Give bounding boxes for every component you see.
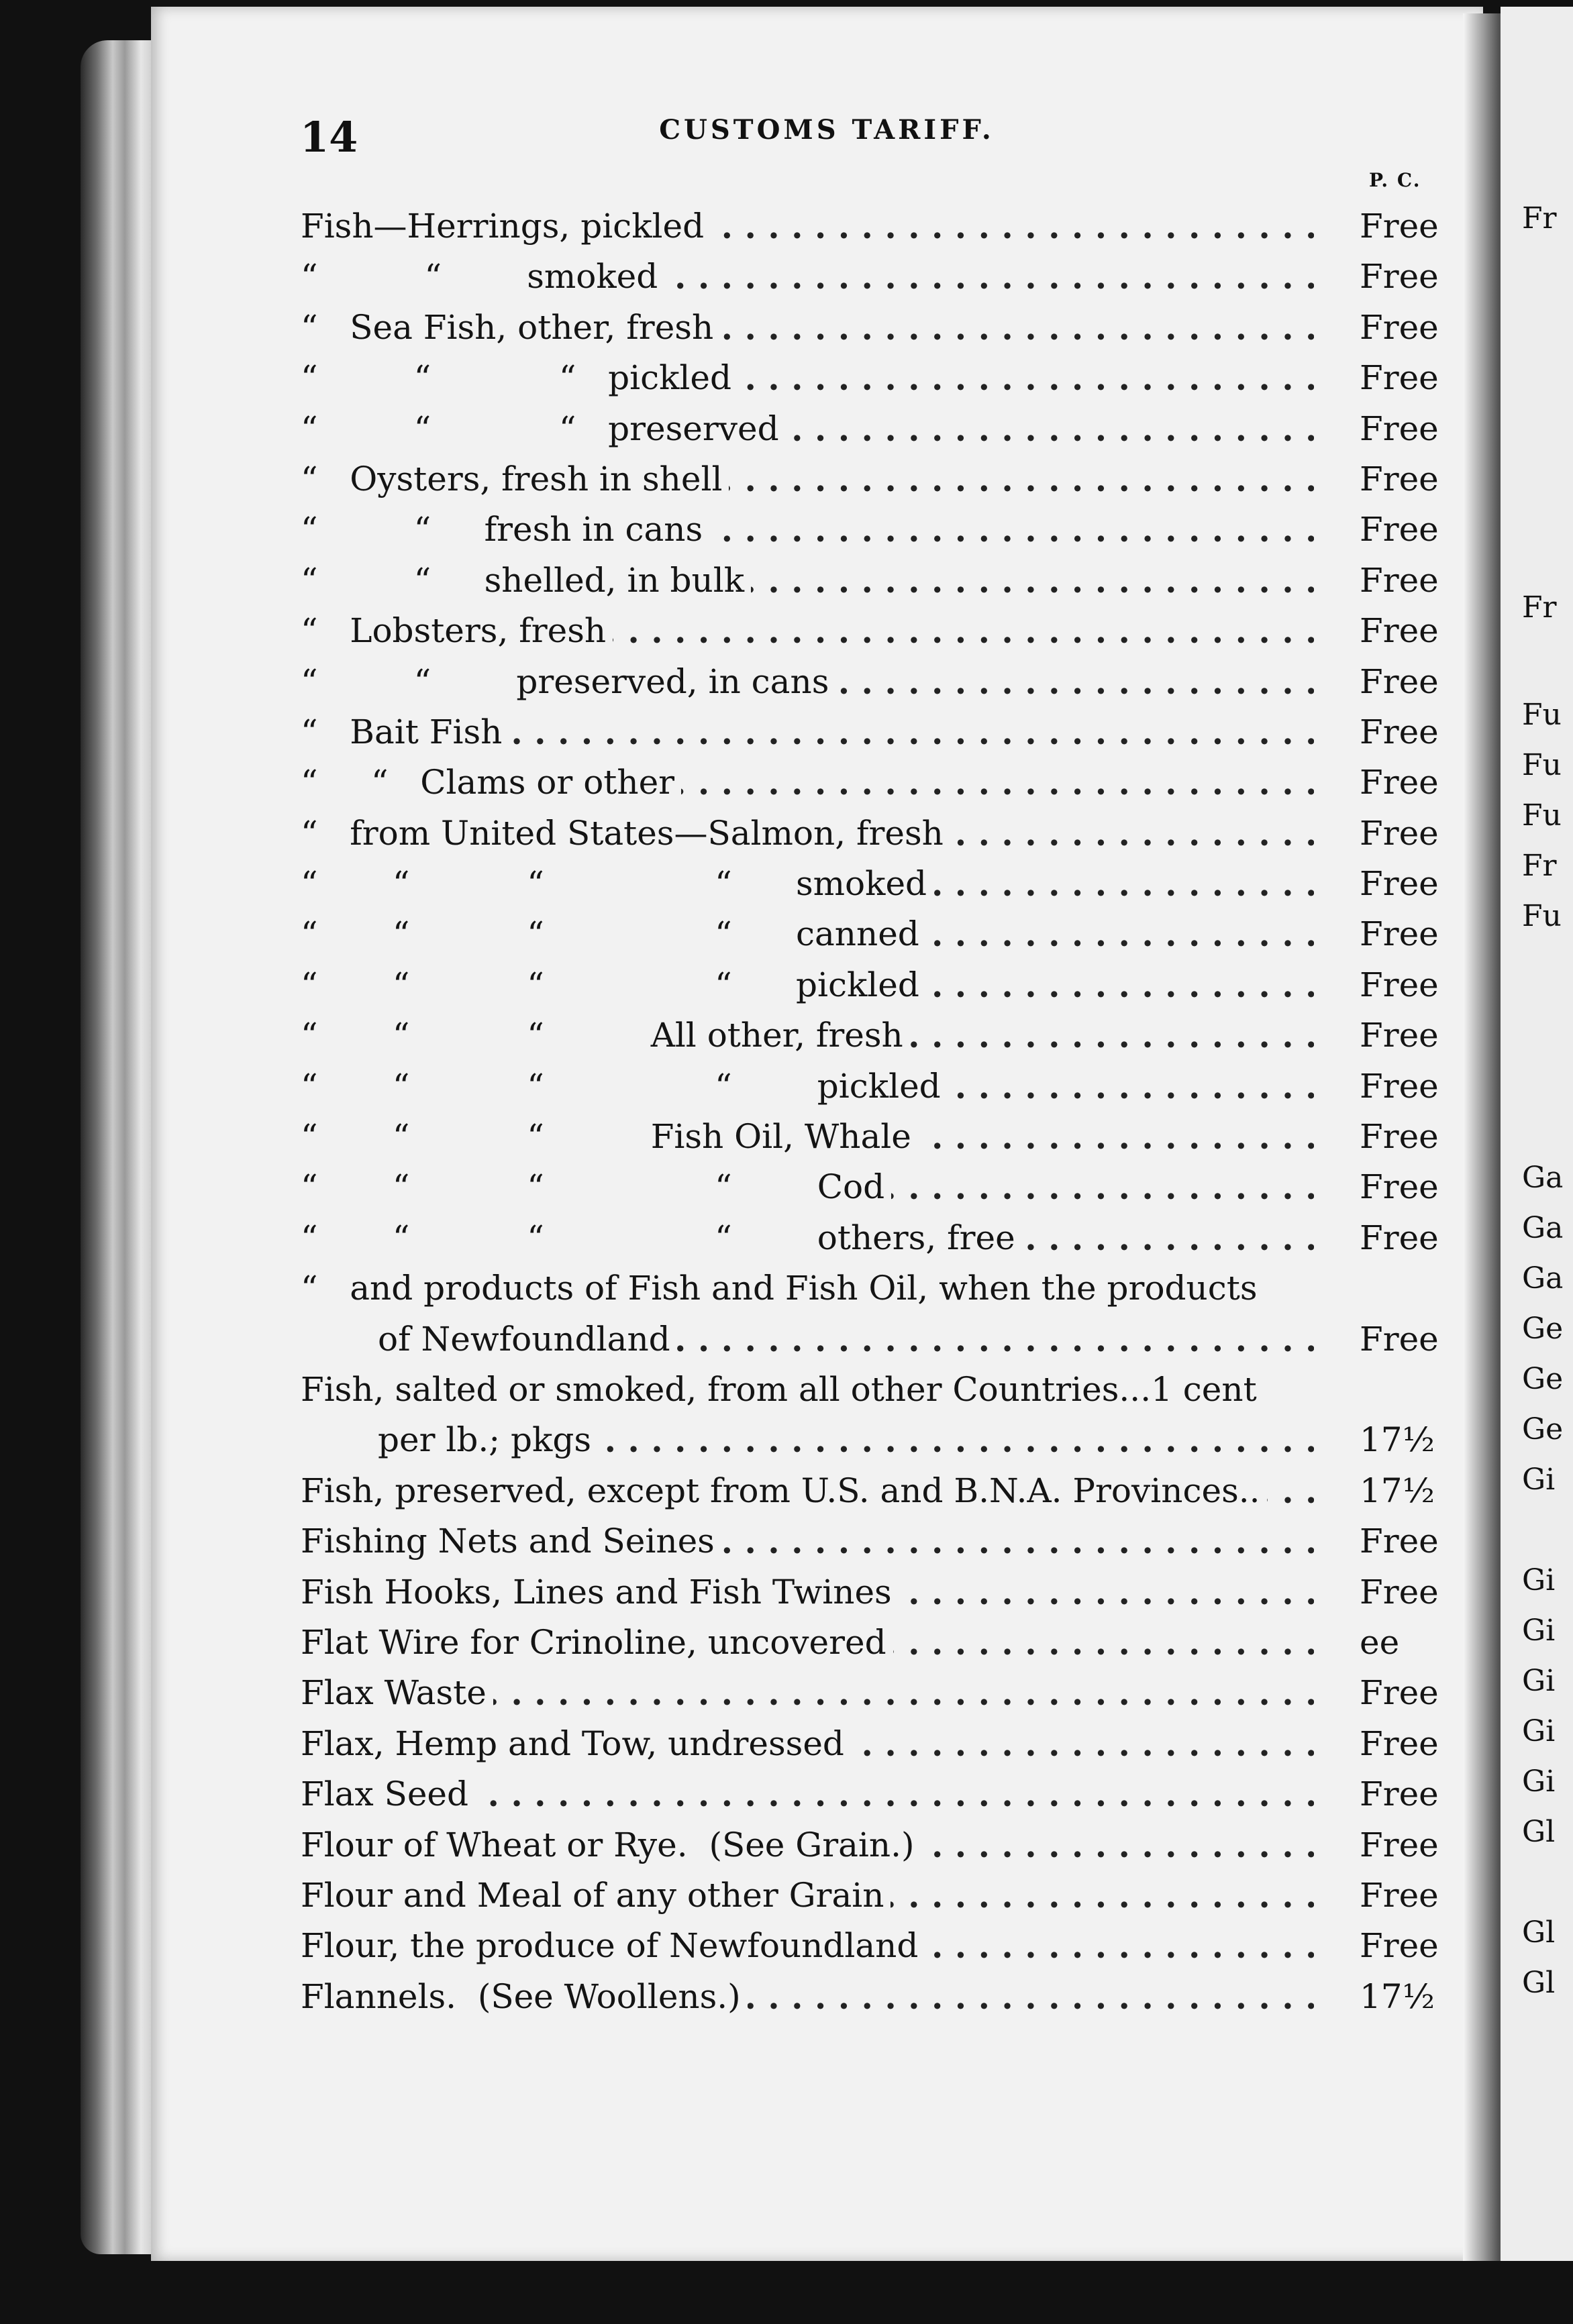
description-text: per lb.; pkgs: [301, 1420, 598, 1459]
description-text: “ “ “ “ pickled: [301, 1067, 948, 1106]
description-text: “ Oysters, fresh in shell: [301, 460, 729, 498]
tariff-entry-row: [301, 657, 1455, 707]
tariff-entry-description: [301, 859, 1314, 909]
tariff-entry-description: [301, 1213, 1314, 1263]
description-text: “ “ fresh in cans: [301, 510, 709, 549]
tariff-entry-description: [301, 404, 1314, 454]
description-text: “ “ “ pickled: [301, 358, 738, 397]
tariff-entry-description: [301, 1112, 1314, 1162]
tariff-entry-row: [301, 1263, 1455, 1314]
tariff-entry-description: [301, 1010, 1314, 1061]
tariff-entry-row: [301, 1466, 1455, 1516]
tariff-entry-row: [301, 404, 1455, 454]
description-text: “ “ preserved, in cans: [301, 662, 835, 701]
tariff-rate: Free: [1360, 1875, 1439, 1915]
tariff-entry-description: [301, 201, 1314, 252]
facing-page-fragment: Fr: [1522, 590, 1557, 625]
tariff-entry-description: [301, 454, 1314, 505]
facing-page-fragment: Fu: [1522, 899, 1562, 933]
tariff-entry-row: [301, 1820, 1455, 1870]
tariff-entry-row: [301, 454, 1455, 505]
description-text: “ “ Clams or other: [301, 763, 681, 802]
tariff-rate: Free: [1360, 207, 1439, 246]
description-text: Flax Seed: [301, 1775, 475, 1813]
description-text: Fishing Nets and Seines: [301, 1522, 721, 1561]
tariff-entry-description: [301, 1263, 1314, 1314]
description-text: Flax, Hemp and Tow, undressed: [301, 1724, 851, 1763]
description-text: Flat Wire for Crinoline, uncovered: [301, 1623, 893, 1662]
tariff-rate: Free: [1360, 1825, 1439, 1864]
tariff-rate: 17½: [1360, 1471, 1435, 1510]
tariff-entry-description: [301, 1769, 1314, 1819]
tariff-entry-description: [301, 808, 1314, 859]
tariff-entry-row: [301, 1921, 1455, 1971]
facing-page-fragment: Fr: [1522, 201, 1557, 235]
tariff-entry-row: [301, 303, 1455, 353]
tariff-rate: Free: [1360, 1724, 1439, 1763]
description-text: “ “ shelled, in bulk: [301, 561, 751, 600]
description-text: “ “ “ “ smoked: [301, 864, 933, 903]
tariff-rate: 17½: [1360, 1420, 1435, 1460]
tariff-rate: Free: [1360, 1673, 1439, 1713]
facing-page-fragment: Gi: [1522, 1463, 1556, 1497]
tariff-entry-row: [301, 252, 1455, 302]
tariff-entry-row: [301, 1415, 1455, 1465]
facing-page-fragment: Ga: [1522, 1261, 1564, 1296]
tariff-entry-row: [301, 808, 1455, 859]
tariff-entry-row: [301, 1314, 1455, 1365]
tariff-rate: Free: [1360, 1117, 1439, 1157]
description-text: Flour and Meal of any other Grain: [301, 1876, 891, 1915]
facing-page-fragment: Gl: [1522, 1915, 1556, 1950]
tariff-rate: Free: [1360, 1066, 1439, 1106]
tariff-entry-row: [301, 1112, 1455, 1162]
description-text: “ Bait Fish: [301, 712, 509, 751]
tariff-entry-description: [301, 1567, 1314, 1618]
tariff-entry-row: [301, 757, 1455, 808]
tariff-entry-row: [301, 201, 1455, 252]
description-text: “ Lobsters, fresh: [301, 611, 613, 650]
facing-page-fragment: Gl: [1522, 1815, 1556, 1849]
tariff-entry-description: [301, 1618, 1314, 1668]
description-text: “ “ “ preserved: [301, 409, 786, 448]
tariff-entry-description: [301, 1162, 1314, 1212]
tariff-entry-description: [301, 1870, 1314, 1921]
tariff-rate: Free: [1360, 459, 1439, 498]
tariff-entry-description: [301, 1314, 1314, 1365]
tariff-rate: Free: [1360, 358, 1439, 398]
description-text: “ “ “ Fish Oil, Whale: [301, 1117, 918, 1156]
description-text: of Newfoundland: [301, 1320, 677, 1359]
facing-page-fragment: Gl: [1522, 1966, 1556, 2000]
description-text: “ “ “ All other, fresh: [301, 1016, 910, 1055]
tariff-rate: Free: [1360, 914, 1439, 954]
description-text: “ “ “ “ canned: [301, 914, 926, 953]
tariff-entry-row: [301, 1870, 1455, 1921]
tariff-entry-row: [301, 1972, 1455, 2022]
tariff-entry-row: [301, 1010, 1455, 1061]
facing-page-fragment: Fu: [1522, 698, 1562, 732]
tariff-rate: Free: [1360, 257, 1439, 297]
tariff-entry-row: [301, 1516, 1455, 1567]
tariff-rate: Free: [1360, 662, 1439, 701]
tariff-rate: Free: [1360, 1775, 1439, 1814]
description-text: Fish Hooks, Lines and Fish Twines: [301, 1573, 899, 1612]
tariff-rate: Free: [1360, 864, 1439, 904]
tariff-entry-row: [301, 1719, 1455, 1769]
tariff-entry-list: [301, 201, 1455, 2022]
tariff-entry-description: [301, 606, 1314, 656]
facing-page-fragment: Fu: [1522, 798, 1562, 833]
description-text: “ Sea Fish, other, fresh: [301, 308, 720, 347]
tariff-entry-row: [301, 1668, 1455, 1718]
facing-page-fragment: Fr: [1522, 849, 1557, 883]
tariff-rate: Free: [1360, 1167, 1439, 1207]
tariff-entry-description: [301, 707, 1314, 757]
tariff-entry-description: [301, 1516, 1314, 1567]
tariff-entry-description: [301, 1972, 1314, 2022]
tariff-rate: Free: [1360, 1926, 1439, 1966]
description-text: “ “ smoked: [301, 257, 664, 296]
page-stack-edge: [81, 40, 161, 2254]
facing-page-fragment: Ga: [1522, 1211, 1564, 1245]
tariff-entry-row: [301, 556, 1455, 606]
tariff-entry-description: [301, 1365, 1314, 1415]
tariff-entry-row: [301, 1061, 1455, 1112]
tariff-rate: Free: [1360, 611, 1439, 651]
description-text: “ from United States—Salmon, fresh: [301, 814, 950, 853]
tariff-entry-description: [301, 960, 1314, 1010]
tariff-entry-row: [301, 505, 1455, 555]
tariff-entry-description: [301, 1668, 1314, 1718]
tariff-entry-row: [301, 1365, 1455, 1415]
tariff-rate: Free: [1360, 813, 1439, 853]
facing-page-fragment: Gi: [1522, 1714, 1556, 1748]
tariff-entry-description: [301, 909, 1314, 959]
tariff-entry-description: [301, 252, 1314, 302]
tariff-rate: Free: [1360, 1319, 1439, 1359]
facing-page-fragment: Ga: [1522, 1161, 1564, 1195]
running-head: CUSTOMS TARIFF.: [659, 114, 995, 146]
description-text: Flannels. (See Woollens.): [301, 1977, 748, 2016]
facing-page-fragment: Ge: [1522, 1412, 1564, 1446]
facing-page-fragment: Gi: [1522, 1764, 1556, 1799]
description-text: Flax Waste: [301, 1673, 493, 1712]
tariff-entry-row: [301, 1769, 1455, 1819]
tariff-entry-description: [301, 1820, 1314, 1870]
description-text: Fish—Herrings, pickled: [301, 207, 711, 246]
description-text: “ and products of Fish and Fish Oil, when the products: [301, 1269, 1264, 1308]
tariff-entry-description: [301, 1415, 1314, 1465]
tariff-rate: Free: [1360, 712, 1439, 751]
tariff-entry-description: [301, 757, 1314, 808]
tariff-rate: Free: [1360, 1218, 1439, 1257]
tariff-rate: 17½: [1360, 1976, 1435, 2016]
facing-page-fragment: Ge: [1522, 1312, 1564, 1346]
tariff-entry-description: [301, 1921, 1314, 1971]
tariff-entry-description: [301, 657, 1314, 707]
tariff-rate: Free: [1360, 1572, 1439, 1612]
facing-page-fragment: Ge: [1522, 1362, 1564, 1396]
tariff-rate: Free: [1360, 1016, 1439, 1055]
tariff-entry-row: [301, 1567, 1455, 1618]
description-text: “ “ “ “ Cod: [301, 1167, 891, 1206]
tariff-entry-row: [301, 1162, 1455, 1212]
tariff-entry-description: [301, 1061, 1314, 1112]
tariff-rate: Free: [1360, 307, 1439, 347]
tariff-entry-description: [301, 505, 1314, 555]
tariff-rate: ee: [1360, 1622, 1400, 1662]
description-text: Fish, preserved, except from U.S. and B.N.A. Provinces..: [301, 1471, 1267, 1510]
tariff-entry-row: [301, 960, 1455, 1010]
description-text: Flour, the produce of Newfoundland: [301, 1926, 925, 1965]
rate-column-heading: P. C.: [1369, 169, 1421, 191]
tariff-rate: Free: [1360, 560, 1439, 600]
tariff-rate: Free: [1360, 510, 1439, 549]
tariff-entry-description: [301, 303, 1314, 353]
facing-page-fragment: Gi: [1522, 1563, 1556, 1597]
tariff-entry-row: [301, 606, 1455, 656]
tariff-entry-description: [301, 556, 1314, 606]
tariff-entry-row: [301, 1213, 1455, 1263]
tariff-entry-description: [301, 1466, 1314, 1516]
tariff-entry-row: [301, 909, 1455, 959]
description-text: Flour of Wheat or Rye. (See Grain.): [301, 1826, 921, 1864]
tariff-rate: Free: [1360, 1522, 1439, 1561]
description-text: Fish, salted or smoked, from all other Countries...1 cent: [301, 1370, 1264, 1409]
description-text: “ “ “ “ others, free: [301, 1218, 1022, 1257]
tariff-rate: Free: [1360, 409, 1439, 448]
tariff-rate: Free: [1360, 763, 1439, 802]
facing-page-fragment: Gi: [1522, 1664, 1556, 1698]
tariff-entry-description: [301, 1719, 1314, 1769]
tariff-entry-description: [301, 353, 1314, 403]
tariff-entry-row: [301, 707, 1455, 757]
tariff-entry-row: [301, 859, 1455, 909]
facing-page-fragment: Gi: [1522, 1614, 1556, 1648]
tariff-rate: Free: [1360, 965, 1439, 1004]
tariff-entry-row: [301, 353, 1455, 403]
tariff-entry-row: [301, 1618, 1455, 1668]
facing-page-fragment: Fu: [1522, 748, 1562, 782]
page-number: 14: [300, 113, 358, 162]
description-text: “ “ “ “ pickled: [301, 965, 926, 1004]
